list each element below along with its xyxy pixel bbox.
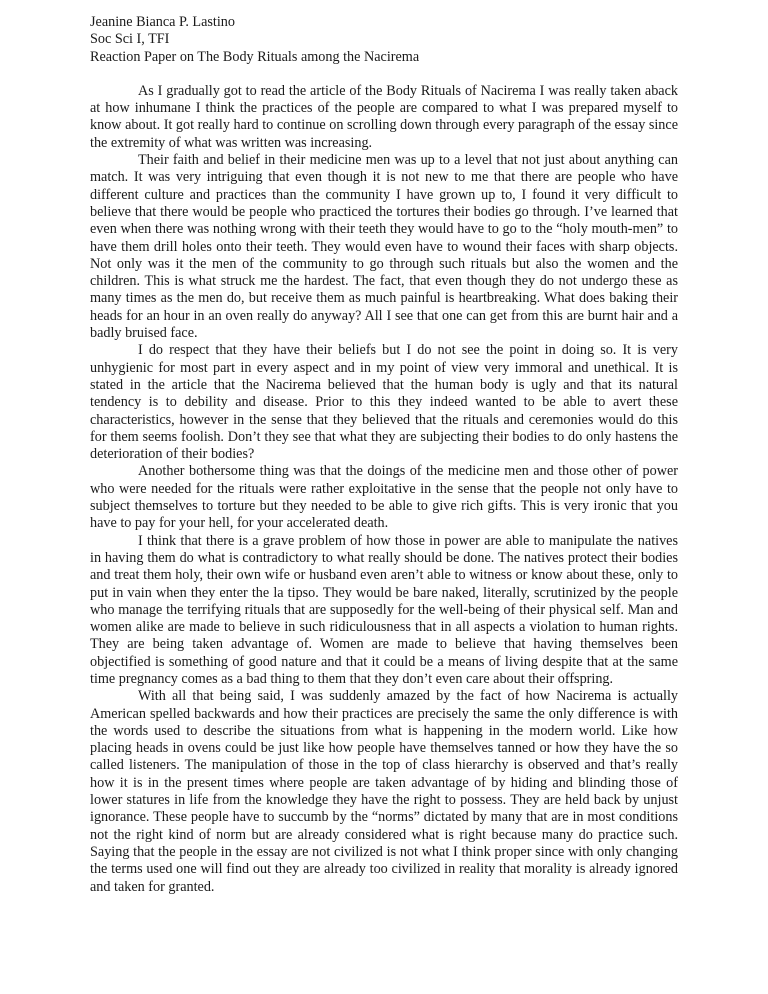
paragraph-3: I do respect that they have their beliefs but I do not see the point in doing so. It is very unhygienic for most part in every aspect and in my point of view very immoral and unethical. It is stated in the article that the Nacirema believed that the human body is ugly and that its natural tendency is to debility and disease. Prior to this they indeed wanted to be able to avert these characteristics, however in the sense that they believed that the rituals and ceremonies would do this for them seems foolish. Don’t they see that what they are subjecting their bodies to do only hastens the deterioration of their bodies? bbox=[90, 342, 678, 463]
paper-body bbox=[90, 83, 678, 896]
paragraph-2: Their faith and belief in their medicine men was up to a level that not just about anything can match. It was very intriguing that even though it is not new to me that there are people who have different culture and practices than the community I have grown up to, I found it very difficult to believe that there would be people who practiced the tortures their bodies go through. I’ve learned that even when there was nothing wrong with their teeth they would have to go to the “holy mouth-men” to have them drill holes onto their teeth. They would even have to wound their faces with sharp objects. Not only was it the men of the community to go through such rituals but also the women and the children. This is what struck me the hardest. The fact, that even though they do not undergo these as many times as the men do, but receive them as much painful is heartbreaking. What does baking their heads for an hour in an oven really do anyway? All I see that one can get from this are burnt hair and a badly bruised face. bbox=[90, 152, 678, 342]
paper-title: Reaction Paper on The Body Rituals among the Nacirema bbox=[90, 48, 420, 65]
paragraph-4: Another bothersome thing was that the doings of the medicine men and those other of power who were needed for the rituals were rather exploitative in the sense that the people not only have to subject themselves to torture but they needed to be able to give rich gifts. This is very ironic that you have to pay for your hell, for your accelerated death. bbox=[90, 463, 678, 532]
paragraph-1: As I gradually got to read the article of the Body Rituals of Nacirema I was really taken aback at how inhumane I think the practices of the people are compared to what I was prepared myself to know about. It got really hard to continue on scrolling down through every paragraph of the essay since the extremity of what was written was increasing. bbox=[90, 82, 678, 151]
author-name: Jeanine Bianca P. Lastino bbox=[90, 14, 235, 30]
document-page bbox=[90, 14, 678, 896]
course-name: Soc Sci I, TFI bbox=[90, 31, 170, 48]
paragraph-5: I think that there is a grave problem of how those in power are able to manipulate the natives in having them do what is contradictory to what really should be done. The natives protect their bodies and treat them holy, their own wife or husband even aren’t able to witness or know about these, only to put in vain when they enter the la tipso. They would be bare naked, literally, scrutinized by the people who manage the terrifying rituals that are supposedly for the well-being of their physical self. Man and women alike are made to believe in such ridiculousness that in all aspects a violation to human rights. They are being taken advantage of. Women are made to believe that having themselves been objectified is something of good nature and that it could be a means of living despite that at the same time pregnancy comes as a bad thing to them that they don’t even care about their offspring. bbox=[90, 532, 678, 687]
document-header bbox=[90, 14, 678, 66]
paragraph-6: With all that being said, I was suddenly amazed by the fact of how Nacirema is actually American spelled backwards and how their practices are precisely the same the only difference is with the words used to describe the situations from what is happening in the modern world. Like how placing heads in ovens could be just like how people have themselves tanned or how they have the so called listeners. The manipulation of those in the top of class hierarchy is observed and that’s really how it is in the present times where people are taken advantage of by hiding and blinding those of lower statures in life from the knowledge they have the right to possess. They are held back by unjust ignorance. These people have to succumb by the “norms” dictated by many that are in most conditions not the right kind of norm but are already considered what is right because many do practice such. Saying that the people in the essay are not civilized is not what I think proper since with only changing the terms used one will find out they are already too civilized in reality that morality is already ignored and taken for granted. bbox=[90, 688, 678, 895]
